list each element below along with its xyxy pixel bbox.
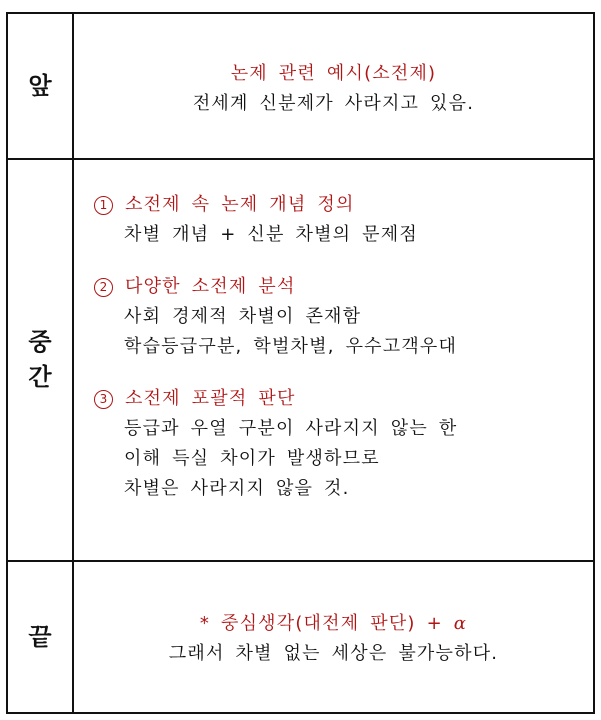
middle-section-3	[94, 384, 593, 504]
section-title: 소전제 속 논제 개념 정의	[125, 194, 355, 215]
middle-label-char: 중	[28, 328, 52, 357]
section-line: 이해 득실 차이가 발생하므로	[124, 448, 380, 469]
middle-label	[8, 160, 74, 562]
conclusion-label-text: 끝	[28, 622, 52, 651]
asterisk-bullet-icon: *	[199, 613, 211, 634]
section-heading	[94, 384, 593, 414]
section-title: 다양한 소전제 분석	[125, 276, 296, 297]
circled-number-icon: 1	[94, 196, 113, 215]
middle-section-2	[94, 272, 593, 362]
conclusion-content	[74, 562, 593, 712]
essay-outline-table	[6, 12, 595, 714]
intro-label	[8, 14, 74, 160]
middle-content	[74, 160, 593, 562]
conclusion-body: 그래서 차별 없는 세상은 불가능하다.	[168, 643, 499, 664]
section-line: 사회 경제적 차별이 존재함	[124, 306, 362, 327]
conclusion-label	[8, 562, 74, 712]
section-line: 등급과 우열 구분이 사라지지 않는 한	[124, 418, 458, 439]
conclusion-title	[200, 609, 467, 639]
section-line: 차별은 사라지지 않을 것.	[124, 478, 350, 499]
circled-number-icon: 2	[94, 278, 113, 297]
conclusion-title-text: 중심생각(대전제 판단) +	[220, 613, 443, 634]
middle-label-char: 간	[28, 363, 52, 391]
middle-section-1	[94, 190, 593, 250]
circled-number-icon: 3	[94, 390, 113, 409]
section-heading	[94, 190, 593, 220]
intro-label-text: 앞	[28, 71, 52, 100]
section-heading	[94, 272, 593, 302]
alpha-symbol: α	[453, 613, 468, 634]
intro-title: 논제 관련 예시(소전제)	[230, 63, 437, 84]
intro-content	[74, 14, 593, 160]
intro-body: 전세계 신분제가 사라지고 있음.	[192, 93, 475, 114]
section-line: 차별 개념 + 신분 차별의 문제점	[124, 224, 418, 245]
section-title: 소전제 포괄적 판단	[125, 388, 296, 409]
section-line: 학습등급구분, 학벌차별, 우수고객우대	[124, 336, 458, 357]
